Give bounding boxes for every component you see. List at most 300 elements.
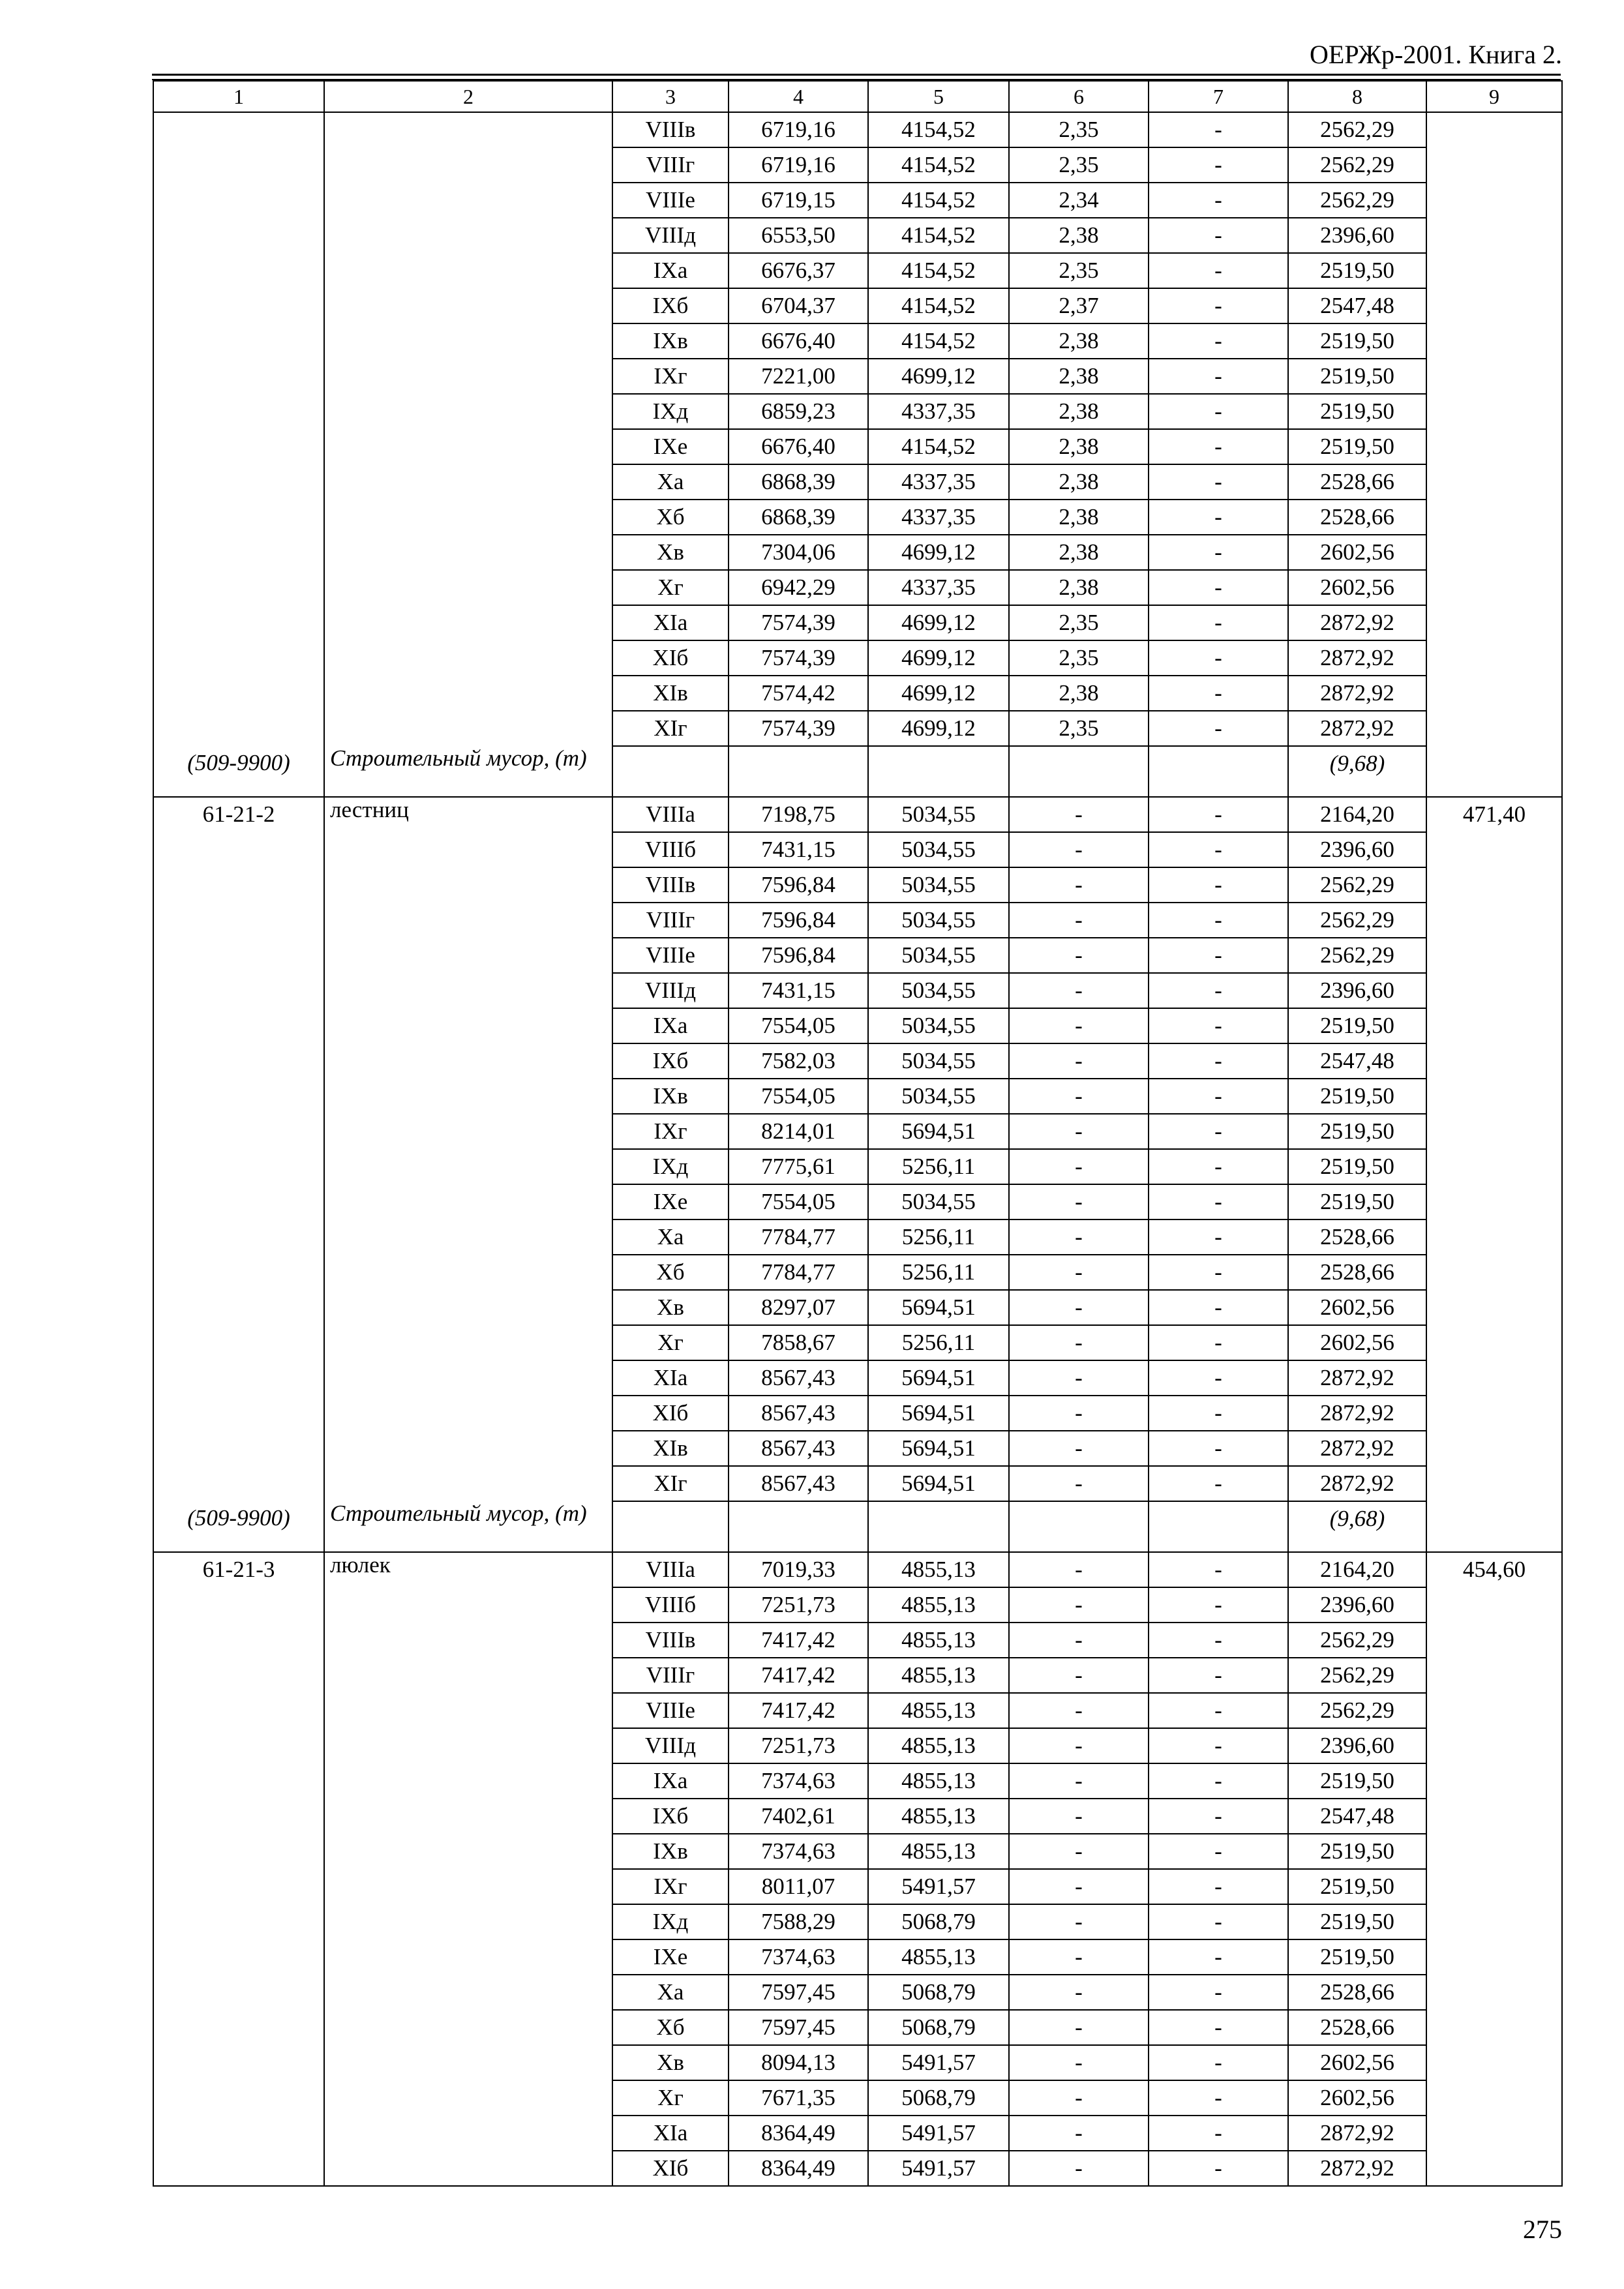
materials-cost-cell: 2562,29 <box>1288 903 1426 938</box>
code-cell <box>153 1325 324 1360</box>
name-cell <box>324 2116 612 2151</box>
machine-cost-cell: - <box>1009 1325 1149 1360</box>
table-row <box>153 1079 1562 1114</box>
region-cell: Xа <box>612 464 729 500</box>
column-number: 6 <box>1009 81 1149 112</box>
machine-cost-cell: - <box>1009 1975 1149 2010</box>
code-cell <box>153 1290 324 1325</box>
machine-cost-cell: - <box>1009 1834 1149 1869</box>
materials-cost-cell: 2164,20 <box>1288 797 1426 832</box>
region-cell: XIа <box>612 2116 729 2151</box>
driver-cost-cell: - <box>1149 1325 1288 1360</box>
table-row <box>153 1975 1562 2010</box>
driver-cost-cell: - <box>1149 1184 1288 1219</box>
table-row <box>153 938 1562 973</box>
driver-cost-cell: - <box>1149 1587 1288 1623</box>
labor-cost-cell: 4154,52 <box>868 112 1009 147</box>
column-number: 2 <box>324 81 612 112</box>
name-cell <box>324 973 612 1008</box>
driver-cost-cell: - <box>1149 218 1288 253</box>
name-cell <box>324 1114 612 1149</box>
table-row <box>153 867 1562 903</box>
machine-cost-cell: - <box>1009 1763 1149 1799</box>
machine-cost-cell: - <box>1009 1360 1149 1396</box>
name-cell <box>324 938 612 973</box>
region-cell: IXг <box>612 1869 729 1904</box>
driver-cost-cell: - <box>1149 1799 1288 1834</box>
total-cost-cell: 7784,77 <box>729 1255 868 1290</box>
code-cell <box>153 640 324 676</box>
total-cost-cell: 7588,29 <box>729 1904 868 1939</box>
table-row <box>153 2151 1562 2186</box>
code-cell <box>153 1623 324 1658</box>
code-cell <box>153 1360 324 1396</box>
name-cell <box>324 1763 612 1799</box>
table-row <box>153 500 1562 535</box>
labor-hours-cell <box>1426 676 1562 711</box>
code-cell <box>153 1431 324 1466</box>
table-row <box>153 253 1562 288</box>
labor-hours-cell <box>1426 2080 1562 2116</box>
machine-cost-cell: - <box>1009 2151 1149 2186</box>
machine-cost-cell: - <box>1009 903 1149 938</box>
labor-hours-cell <box>1426 1043 1562 1079</box>
code-cell <box>153 832 324 867</box>
labor-hours-cell <box>1426 288 1562 323</box>
table-row <box>153 1396 1562 1431</box>
column-number: 7 <box>1149 81 1288 112</box>
table-row <box>153 1693 1562 1728</box>
labor-hours-cell: 471,40 <box>1426 797 1562 832</box>
driver-cost-cell: - <box>1149 1114 1288 1149</box>
driver-cost-cell: - <box>1149 2010 1288 2045</box>
labor-hours-cell <box>1426 570 1562 605</box>
region-cell: Xб <box>612 1255 729 1290</box>
labor-cost-cell: 4855,13 <box>868 1763 1009 1799</box>
materials-cost-cell: 2872,92 <box>1288 640 1426 676</box>
labor-hours-cell <box>1426 1693 1562 1728</box>
materials-cost-cell: 2396,60 <box>1288 1728 1426 1763</box>
name-cell <box>324 2010 612 2045</box>
code-cell <box>153 359 324 394</box>
driver-cost-cell: - <box>1149 1869 1288 1904</box>
labor-cost-cell: 5034,55 <box>868 832 1009 867</box>
total-cost-cell: 7431,15 <box>729 973 868 1008</box>
table-row <box>153 1623 1562 1658</box>
labor-hours-cell <box>1426 1184 1562 1219</box>
code-cell <box>153 1396 324 1431</box>
driver-cost-cell: - <box>1149 1431 1288 1466</box>
region-cell: XIб <box>612 640 729 676</box>
code-cell <box>153 429 324 464</box>
driver-cost-cell: - <box>1149 253 1288 288</box>
name-cell <box>324 1219 612 1255</box>
name-cell <box>324 394 612 429</box>
machine-cost-cell: - <box>1009 1149 1149 1184</box>
materials-cost-cell: 2519,50 <box>1288 1149 1426 1184</box>
driver-cost-cell: - <box>1149 500 1288 535</box>
total-cost-cell: 7597,45 <box>729 2010 868 2045</box>
labor-cost-cell: 5491,57 <box>868 2116 1009 2151</box>
code-cell <box>153 711 324 746</box>
code-cell <box>153 570 324 605</box>
labor-hours-cell <box>1426 711 1562 746</box>
labor-cost-cell: 4154,52 <box>868 218 1009 253</box>
driver-cost-cell: - <box>1149 1939 1288 1975</box>
name-cell <box>324 867 612 903</box>
total-cost-cell: 8364,49 <box>729 2151 868 2186</box>
machine-cost-cell: - <box>1009 1728 1149 1763</box>
code-cell <box>153 1904 324 1939</box>
machine-cost-cell: - <box>1009 1466 1149 1501</box>
name-cell <box>324 359 612 394</box>
region-cell: Xг <box>612 1325 729 1360</box>
total-cost-cell: 7019,33 <box>729 1552 868 1587</box>
machine-cost-cell: - <box>1009 973 1149 1008</box>
labor-hours-cell <box>1426 1079 1562 1114</box>
total-cost-cell: 7251,73 <box>729 1587 868 1623</box>
total-cost-cell: 8567,43 <box>729 1466 868 1501</box>
labor-hours-cell <box>1426 1869 1562 1904</box>
labor-cost-cell: 5694,51 <box>868 1114 1009 1149</box>
labor-cost-cell: 4337,35 <box>868 500 1009 535</box>
labor-hours-cell <box>1426 500 1562 535</box>
code-cell <box>153 1939 324 1975</box>
total-cost-cell: 7402,61 <box>729 1799 868 1834</box>
materials-cost-cell: 2519,50 <box>1288 394 1426 429</box>
table-row <box>153 1834 1562 1869</box>
code-cell <box>153 1043 324 1079</box>
labor-cost-cell: 5256,11 <box>868 1325 1009 1360</box>
labor-cost-cell: 4855,13 <box>868 1587 1009 1623</box>
region-cell: VIIIв <box>612 867 729 903</box>
labor-hours-cell <box>1426 1219 1562 1255</box>
driver-cost-cell: - <box>1149 938 1288 973</box>
total-cost-cell: 7417,42 <box>729 1623 868 1658</box>
region-cell: VIIIб <box>612 832 729 867</box>
machine-cost-cell: 2,38 <box>1009 429 1149 464</box>
table-row <box>153 1431 1562 1466</box>
name-cell <box>324 2151 612 2186</box>
region-cell: Xг <box>612 2080 729 2116</box>
driver-cost-cell: - <box>1149 1466 1288 1501</box>
labor-cost-cell: 5491,57 <box>868 2151 1009 2186</box>
code-cell <box>153 1466 324 1501</box>
materials-cost-cell: 2602,56 <box>1288 2045 1426 2080</box>
driver-cost-cell: - <box>1149 711 1288 746</box>
code-cell: 61-21-2 <box>153 797 324 832</box>
code-cell <box>153 867 324 903</box>
materials-cost-cell: 2528,66 <box>1288 1255 1426 1290</box>
table-row <box>153 464 1562 500</box>
materials-cost-cell: 2872,92 <box>1288 2116 1426 2151</box>
region-cell: IXе <box>612 1184 729 1219</box>
code-cell <box>153 1975 324 2010</box>
driver-cost-cell: - <box>1149 429 1288 464</box>
materials-cost-cell: 2872,92 <box>1288 1431 1426 1466</box>
machine-cost-cell: - <box>1009 867 1149 903</box>
name-cell <box>324 1799 612 1834</box>
machine-cost-cell: 2,38 <box>1009 359 1149 394</box>
labor-hours-cell <box>1426 973 1562 1008</box>
table-body <box>153 112 1562 2186</box>
table-row <box>153 1114 1562 1149</box>
driver-cost-cell: - <box>1149 1290 1288 1325</box>
labor-cost-cell: 5034,55 <box>868 1079 1009 1114</box>
region-cell: IXа <box>612 1763 729 1799</box>
machine-cost-cell: 2,38 <box>1009 323 1149 359</box>
labor-hours-cell <box>1426 112 1562 147</box>
table-row <box>153 112 1562 147</box>
machine-cost-cell: 2,34 <box>1009 183 1149 218</box>
region-cell: VIIIа <box>612 1552 729 1587</box>
total-cost-cell: 6719,16 <box>729 112 868 147</box>
materials-cost-cell: 2562,29 <box>1288 867 1426 903</box>
code-cell <box>153 1008 324 1043</box>
code-cell <box>153 535 324 570</box>
rates-table <box>153 80 1563 2187</box>
machine-cost-cell: 2,35 <box>1009 711 1149 746</box>
labor-hours-cell <box>1426 218 1562 253</box>
machine-cost-cell: 2,38 <box>1009 676 1149 711</box>
code-cell <box>153 2010 324 2045</box>
region-cell: XIв <box>612 1431 729 1466</box>
materials-cost-cell: 2519,50 <box>1288 1184 1426 1219</box>
total-cost-cell: 7417,42 <box>729 1658 868 1693</box>
empty-cell <box>1426 1501 1562 1552</box>
materials-cost-cell: 2562,29 <box>1288 938 1426 973</box>
materials-cost-cell: 2562,29 <box>1288 183 1426 218</box>
labor-cost-cell: 5491,57 <box>868 2045 1009 2080</box>
total-cost-cell: 8567,43 <box>729 1396 868 1431</box>
region-cell: IXг <box>612 359 729 394</box>
region-cell: Xа <box>612 1975 729 2010</box>
machine-cost-cell: 2,37 <box>1009 288 1149 323</box>
materials-cost-cell: 2519,50 <box>1288 1114 1426 1149</box>
name-cell <box>324 1325 612 1360</box>
labor-hours-cell <box>1426 1834 1562 1869</box>
region-cell: Xа <box>612 1219 729 1255</box>
name-cell <box>324 500 612 535</box>
labor-hours-cell <box>1426 2045 1562 2080</box>
machine-cost-cell: - <box>1009 797 1149 832</box>
waste-code-cell: (509-9900) <box>153 746 324 797</box>
machine-cost-cell: - <box>1009 1552 1149 1587</box>
region-cell: Xб <box>612 2010 729 2045</box>
materials-cost-cell: 2519,50 <box>1288 253 1426 288</box>
labor-hours-cell <box>1426 903 1562 938</box>
labor-cost-cell: 4699,12 <box>868 711 1009 746</box>
labor-cost-cell: 5068,79 <box>868 1975 1009 2010</box>
labor-cost-cell: 5256,11 <box>868 1255 1009 1290</box>
region-cell: IXг <box>612 1114 729 1149</box>
machine-cost-cell: 2,35 <box>1009 112 1149 147</box>
materials-cost-cell: 2872,92 <box>1288 711 1426 746</box>
machine-cost-cell: - <box>1009 1008 1149 1043</box>
total-cost-cell: 7775,61 <box>729 1149 868 1184</box>
labor-cost-cell: 5694,51 <box>868 1290 1009 1325</box>
labor-cost-cell: 5256,11 <box>868 1219 1009 1255</box>
materials-cost-cell: 2547,48 <box>1288 288 1426 323</box>
region-cell: XIг <box>612 711 729 746</box>
labor-cost-cell: 5034,55 <box>868 1043 1009 1079</box>
total-cost-cell: 8011,07 <box>729 1869 868 1904</box>
labor-cost-cell: 4154,52 <box>868 183 1009 218</box>
code-cell <box>153 2116 324 2151</box>
machine-cost-cell: - <box>1009 1079 1149 1114</box>
labor-hours-cell <box>1426 359 1562 394</box>
region-cell: Xг <box>612 570 729 605</box>
machine-cost-cell: - <box>1009 1255 1149 1290</box>
code-cell <box>153 973 324 1008</box>
table-row <box>153 903 1562 938</box>
empty-cell <box>1009 746 1149 797</box>
materials-cost-cell: 2528,66 <box>1288 2010 1426 2045</box>
materials-cost-cell: 2164,20 <box>1288 1552 1426 1587</box>
machine-cost-cell: - <box>1009 1043 1149 1079</box>
labor-cost-cell: 5034,55 <box>868 1008 1009 1043</box>
machine-cost-cell: - <box>1009 2010 1149 2045</box>
code-cell <box>153 1184 324 1219</box>
name-cell <box>324 1658 612 1693</box>
code-cell <box>153 1658 324 1693</box>
machine-cost-cell: - <box>1009 1904 1149 1939</box>
table-row <box>153 218 1562 253</box>
table-row <box>153 394 1562 429</box>
total-cost-cell: 7574,39 <box>729 711 868 746</box>
region-cell: XIа <box>612 605 729 640</box>
table-row <box>153 1219 1562 1255</box>
name-cell: люлек <box>324 1552 612 1587</box>
region-cell: IXе <box>612 1939 729 1975</box>
code-cell <box>153 112 324 147</box>
machine-cost-cell: 2,38 <box>1009 218 1149 253</box>
driver-cost-cell: - <box>1149 288 1288 323</box>
materials-cost-cell: 2519,50 <box>1288 429 1426 464</box>
machine-cost-cell: 2,38 <box>1009 464 1149 500</box>
driver-cost-cell: - <box>1149 535 1288 570</box>
name-cell <box>324 676 612 711</box>
labor-cost-cell: 5034,55 <box>868 867 1009 903</box>
name-cell <box>324 605 612 640</box>
code-cell <box>153 464 324 500</box>
labor-cost-cell: 5068,79 <box>868 1904 1009 1939</box>
labor-cost-cell: 4699,12 <box>868 676 1009 711</box>
region-cell: Xв <box>612 1290 729 1325</box>
table-row <box>153 359 1562 394</box>
empty-cell <box>729 1501 868 1552</box>
code-cell <box>153 1219 324 1255</box>
page-number: 275 <box>1523 2215 1562 2244</box>
code-cell <box>153 218 324 253</box>
table-row <box>153 147 1562 183</box>
labor-hours-cell <box>1426 867 1562 903</box>
region-cell: XIа <box>612 1360 729 1396</box>
machine-cost-cell: - <box>1009 1431 1149 1466</box>
name-cell <box>324 1149 612 1184</box>
driver-cost-cell: - <box>1149 1658 1288 1693</box>
labor-hours-cell <box>1426 1255 1562 1290</box>
region-cell: VIIIе <box>612 938 729 973</box>
total-cost-cell: 7554,05 <box>729 1079 868 1114</box>
machine-cost-cell: - <box>1009 1799 1149 1834</box>
region-cell: IXб <box>612 1043 729 1079</box>
name-cell <box>324 1587 612 1623</box>
materials-cost-cell: 2562,29 <box>1288 147 1426 183</box>
total-cost-cell: 6704,37 <box>729 288 868 323</box>
table-row <box>153 1552 1562 1587</box>
column-number: 9 <box>1426 81 1562 112</box>
driver-cost-cell: - <box>1149 1219 1288 1255</box>
total-cost-cell: 7671,35 <box>729 2080 868 2116</box>
column-number-row <box>153 81 1562 112</box>
labor-hours-cell <box>1426 2151 1562 2186</box>
table-row <box>153 1149 1562 1184</box>
materials-cost-cell: 2396,60 <box>1288 1587 1426 1623</box>
driver-cost-cell: - <box>1149 2151 1288 2186</box>
labor-cost-cell: 4699,12 <box>868 359 1009 394</box>
code-cell <box>153 676 324 711</box>
machine-cost-cell: 2,35 <box>1009 147 1149 183</box>
labor-cost-cell: 4154,52 <box>868 288 1009 323</box>
table-row <box>153 535 1562 570</box>
empty-cell <box>612 1501 729 1552</box>
code-cell <box>153 2045 324 2080</box>
region-cell: IXв <box>612 1079 729 1114</box>
labor-hours-cell <box>1426 1975 1562 2010</box>
table-row <box>153 2045 1562 2080</box>
total-cost-cell: 7554,05 <box>729 1008 868 1043</box>
labor-hours-cell <box>1426 1149 1562 1184</box>
waste-code-cell: (509-9900) <box>153 1501 324 1552</box>
materials-cost-cell: 2547,48 <box>1288 1043 1426 1079</box>
labor-hours-cell <box>1426 147 1562 183</box>
labor-hours-cell <box>1426 535 1562 570</box>
region-cell: Xб <box>612 500 729 535</box>
region-cell: IXв <box>612 1834 729 1869</box>
labor-hours-cell <box>1426 1939 1562 1975</box>
materials-cost-cell: 2602,56 <box>1288 535 1426 570</box>
driver-cost-cell: - <box>1149 903 1288 938</box>
labor-cost-cell: 5034,55 <box>868 797 1009 832</box>
code-cell <box>153 938 324 973</box>
driver-cost-cell: - <box>1149 1149 1288 1184</box>
materials-cost-cell: 2396,60 <box>1288 218 1426 253</box>
region-cell: XIг <box>612 1466 729 1501</box>
code-cell <box>153 1149 324 1184</box>
materials-cost-cell: 2872,92 <box>1288 1466 1426 1501</box>
total-cost-cell: 7596,84 <box>729 867 868 903</box>
total-cost-cell: 7374,63 <box>729 1763 868 1799</box>
code-cell <box>153 903 324 938</box>
column-number: 5 <box>868 81 1009 112</box>
machine-cost-cell: - <box>1009 1693 1149 1728</box>
column-number: 4 <box>729 81 868 112</box>
driver-cost-cell: - <box>1149 832 1288 867</box>
total-cost-cell: 7304,06 <box>729 535 868 570</box>
labor-cost-cell: 4855,13 <box>868 1939 1009 1975</box>
region-cell: IXа <box>612 1008 729 1043</box>
materials-cost-cell: 2602,56 <box>1288 570 1426 605</box>
machine-cost-cell: 2,35 <box>1009 640 1149 676</box>
driver-cost-cell: - <box>1149 2045 1288 2080</box>
region-cell: VIIIг <box>612 903 729 938</box>
total-cost-cell: 6859,23 <box>729 394 868 429</box>
labor-cost-cell: 4154,52 <box>868 147 1009 183</box>
name-cell <box>324 570 612 605</box>
empty-cell <box>612 746 729 797</box>
labor-cost-cell: 5034,55 <box>868 938 1009 973</box>
